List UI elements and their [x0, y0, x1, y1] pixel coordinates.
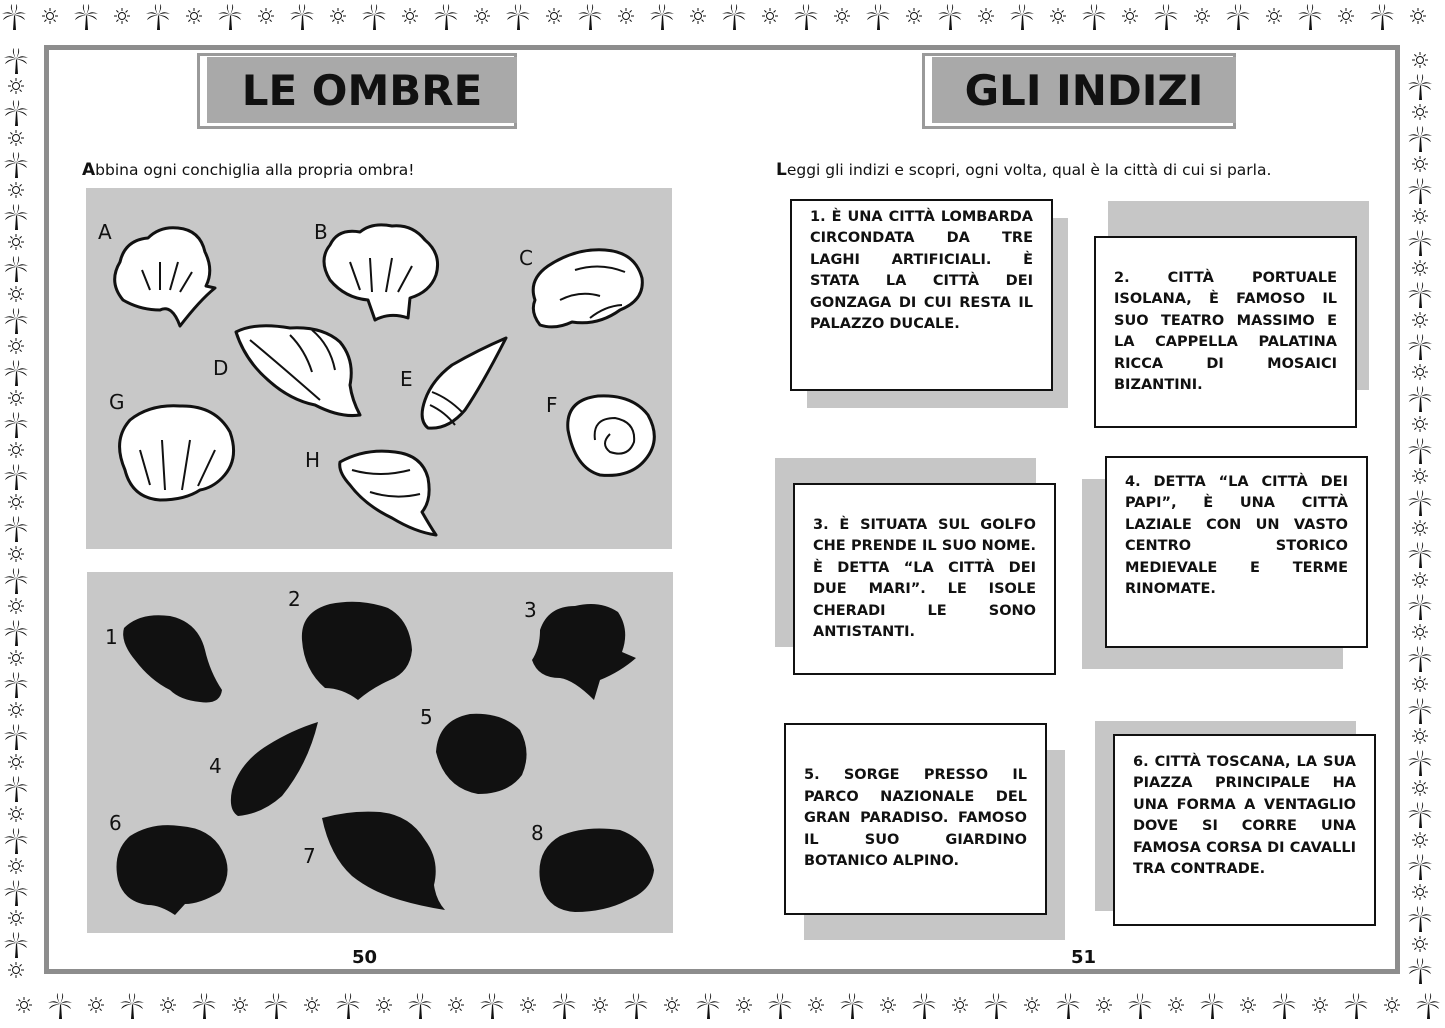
shadow-4-icon [231, 722, 318, 816]
shell-b-icon [324, 225, 438, 320]
clue-text-3: 3. È SITUATA SUL GOLFO CHE PRENDE IL SUO NOME. È DETTA “LA CITTÀ DEI DUE MARI”. LE ISOLE CHERADI LE SONO ANTISTANTI. [813, 516, 1036, 640]
shell-d-icon [236, 326, 360, 416]
shell-a-icon [115, 228, 215, 326]
shell-f-icon [568, 396, 655, 476]
shadow-label-1: 1 [105, 625, 118, 649]
shell-label-h: H [305, 448, 321, 472]
shell-label-f: F [546, 393, 558, 417]
clue-box-4 [1105, 456, 1368, 648]
instruction-initial: L [776, 160, 787, 180]
clue-text-5: 5. SORGE PRESSO IL PARCO NAZIONALE DEL GRAN PARADISO. FAMOSO IL SUO GIARDINO BOTANICO ALPINO. [804, 767, 1027, 870]
shadow-label-7: 7 [303, 844, 316, 868]
shell-label-g: G [109, 390, 125, 414]
shadow-7-icon [322, 812, 445, 910]
shadow-8-icon [539, 828, 654, 912]
shell-h-icon [340, 451, 436, 535]
shell-e-icon [422, 338, 506, 428]
right-instruction [776, 160, 1271, 180]
shadow-label-2: 2 [288, 587, 301, 611]
page-number-left: 50 [352, 947, 378, 968]
instruction-initial: A [82, 160, 96, 180]
clue-text-1: 1. È UNA CITTÀ LOMBARDA CIRCONDATA DA TRE LAGHI ARTIFICIALI. È STATA LA CITTÀ DEI GONZAGA DI CUI RESTA IL PALAZZO DUCALE. [810, 208, 1033, 332]
clue-box-1 [790, 199, 1053, 391]
clue-box-5 [784, 723, 1047, 915]
page-number-right: 51 [1071, 947, 1097, 968]
left-page-title: LE OMBRE [207, 57, 517, 123]
shell-c-icon [533, 250, 642, 327]
shadow-1-icon [123, 615, 222, 702]
clue-box-2 [1094, 236, 1357, 428]
shell-label-b: B [314, 220, 328, 244]
clue-text-4: 4. DETTA “LA CITTÀ DEI PAPI”, È UNA CITTÀ LAZIALE CON UN VASTO CENTRO STORICO MEDIEVALE E TERME RINOMATE. [1125, 473, 1348, 597]
shadow-label-5: 5 [420, 705, 433, 729]
shadow-2-icon [302, 602, 412, 700]
clue-text-2: 2. CITTÀ PORTUALE ISOLANA, È FAMOSO IL SUO TEATRO MASSIMO E LA CAPPELLA PALATINA RICCA DI MOSAICI BIZANTINI. [1114, 269, 1337, 393]
shell-label-d: D [213, 356, 229, 380]
shell-label-a: A [98, 220, 112, 244]
right-page-title: GLI INDIZI [932, 57, 1236, 123]
clue-box-3 [793, 483, 1056, 675]
right-title-banner [922, 53, 1236, 129]
instruction-text: bbina ogni conchiglia alla propria ombra! [95, 161, 415, 179]
shadow-label-3: 3 [524, 598, 537, 622]
instruction-text: eggi gli indizi e scopri, ogni volta, qual è la città di cui si parla. [786, 161, 1272, 179]
shadow-label-6: 6 [109, 811, 122, 835]
shell-label-c: C [519, 246, 533, 270]
shell-label-e: E [400, 367, 413, 391]
shell-g-icon [120, 406, 234, 500]
clue-text-6: 6. CITTÀ TOSCANA, LA SUA PIAZZA PRINCIPALE HA UNA FORMA A VENTAGLIO DOVE SI CORRE UNA FAMOSA CORSA DI CAVALLI TRA CONTRADE. [1133, 753, 1356, 877]
shadow-5-icon [436, 714, 527, 794]
shadow-3-icon [532, 604, 636, 700]
clue-box-6 [1113, 734, 1376, 926]
shadow-label-4: 4 [209, 754, 222, 778]
shadow-label-8: 8 [531, 821, 544, 845]
shadow-6-icon [117, 825, 228, 915]
